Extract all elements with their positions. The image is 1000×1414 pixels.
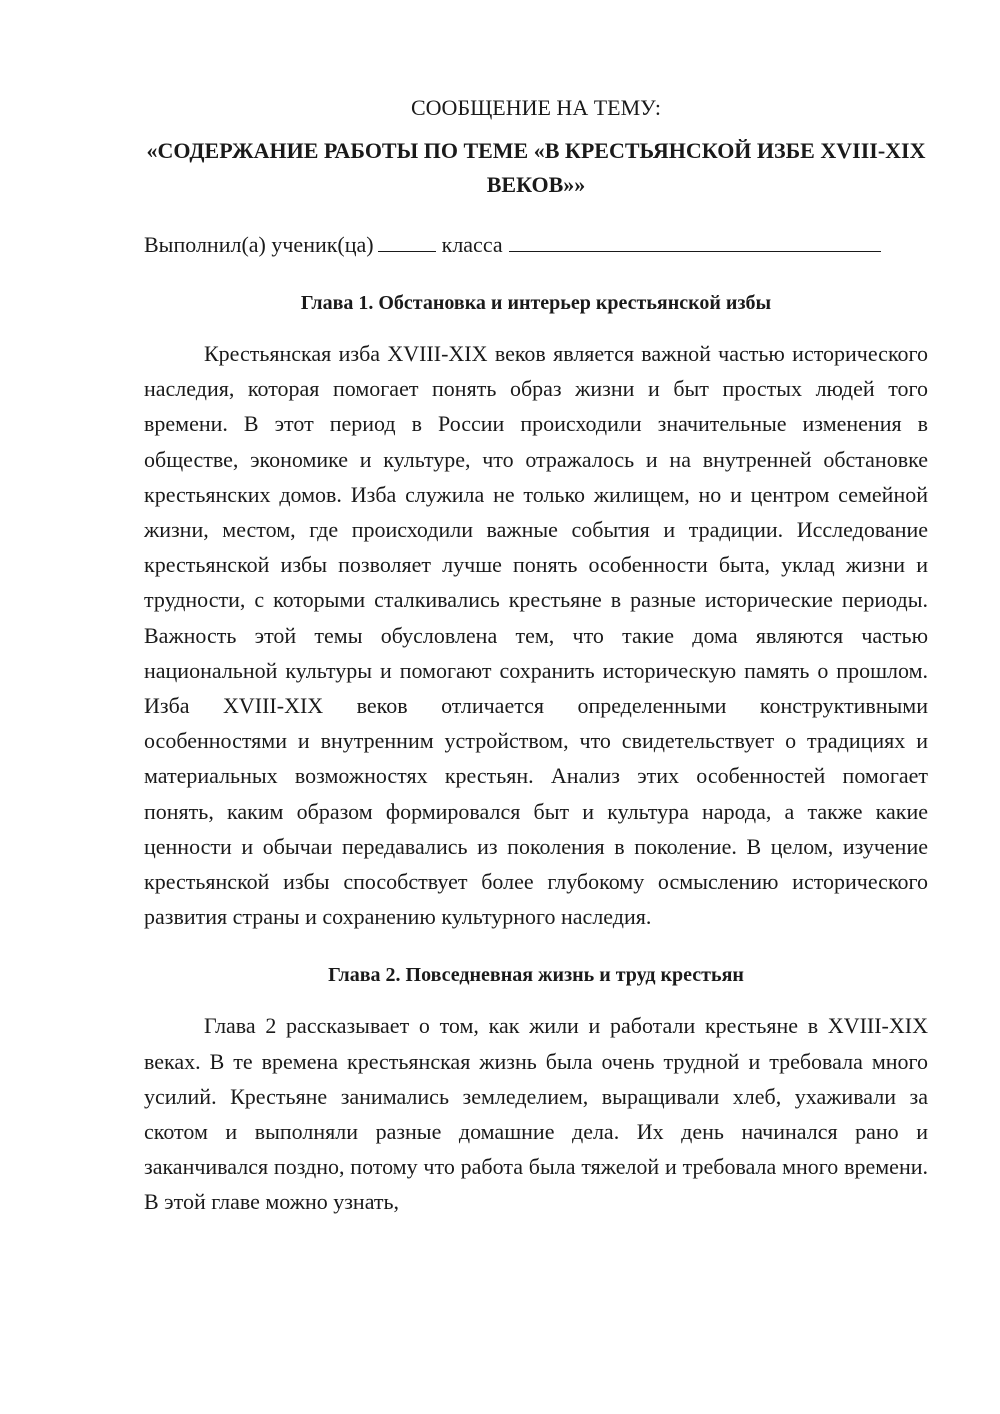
document-title: «СОДЕРЖАНИЕ РАБОТЫ ПО ТЕМЕ «В КРЕСТЬЯНСКОЙ ИЗБЕ XVIII-XIX ВЕКОВ»»: [146, 138, 926, 197]
class-label: класса: [441, 232, 503, 257]
chapter-2-title: Глава 2. Повседневная жизнь и труд крестьян: [328, 964, 744, 987]
chapter-1-text: Крестьянская изба XVIII-XIX веков является важной частью исторического наследия, которая помогает понять образ жизни и быт простых людей того времени. В этот период в России происходили значительные изменения в обществе, экономике и культуре, что отражалось и на внутренней обстановке крестьянских домов. Изба служила не только жилищем, но и центром семейной жизни, местом, где происходили важные события и традиции. Исследование крестьянской избы позволяет лучше понять особенности быта, уклад жизни и трудности, с которыми сталкивались крестьяне в разные исторические периоды. Важность этой темы обусловлена тем, что такие дома являются частью национальной культуры и помогают сохранить историческую память о прошлом. Изба XVIII-XIX веков отличается определенными конструктивными особенностями и внутренним устройством, что свидетельствует о традициях и материальных возможностях крестьян. Анализ этих особенностей помогает понять, каким образом формировался быт и культура народа, а также какие ценности и обычаи передавались из поколения в поколение. В целом, изучение крестьянской избы способствует более глубокому осмыслению исторического развития страны и сохранению культурного наследия.: [144, 341, 928, 930]
name-blank: [509, 231, 881, 252]
student-info-line: [144, 230, 928, 260]
completed-by-label: Выполнил(а) ученик(ца): [144, 232, 374, 257]
document-page: [144, 90, 928, 1220]
chapter-1-title: Глава 1. Обстановка и интерьер крестьянской избы: [300, 292, 772, 314]
subject-line: СООБЩЕНИЕ НА ТЕМУ:: [411, 95, 661, 120]
grade-blank: [378, 231, 436, 252]
chapter-2-text: Глава 2 рассказывает о том, как жили и работали крестьяне в XVIII-XIX веках. В те времена крестьянская жизнь была очень трудной и требовала много усилий. Крестьяне занимались земледелием, выращивали хлеб, ухаживали за скотом и выполняли разные домашние дела. Их день начинался рано и заканчивался поздно, потому что работа была тяжелой и требовала много времени. В этой главе можно узнать,: [144, 1013, 928, 1215]
